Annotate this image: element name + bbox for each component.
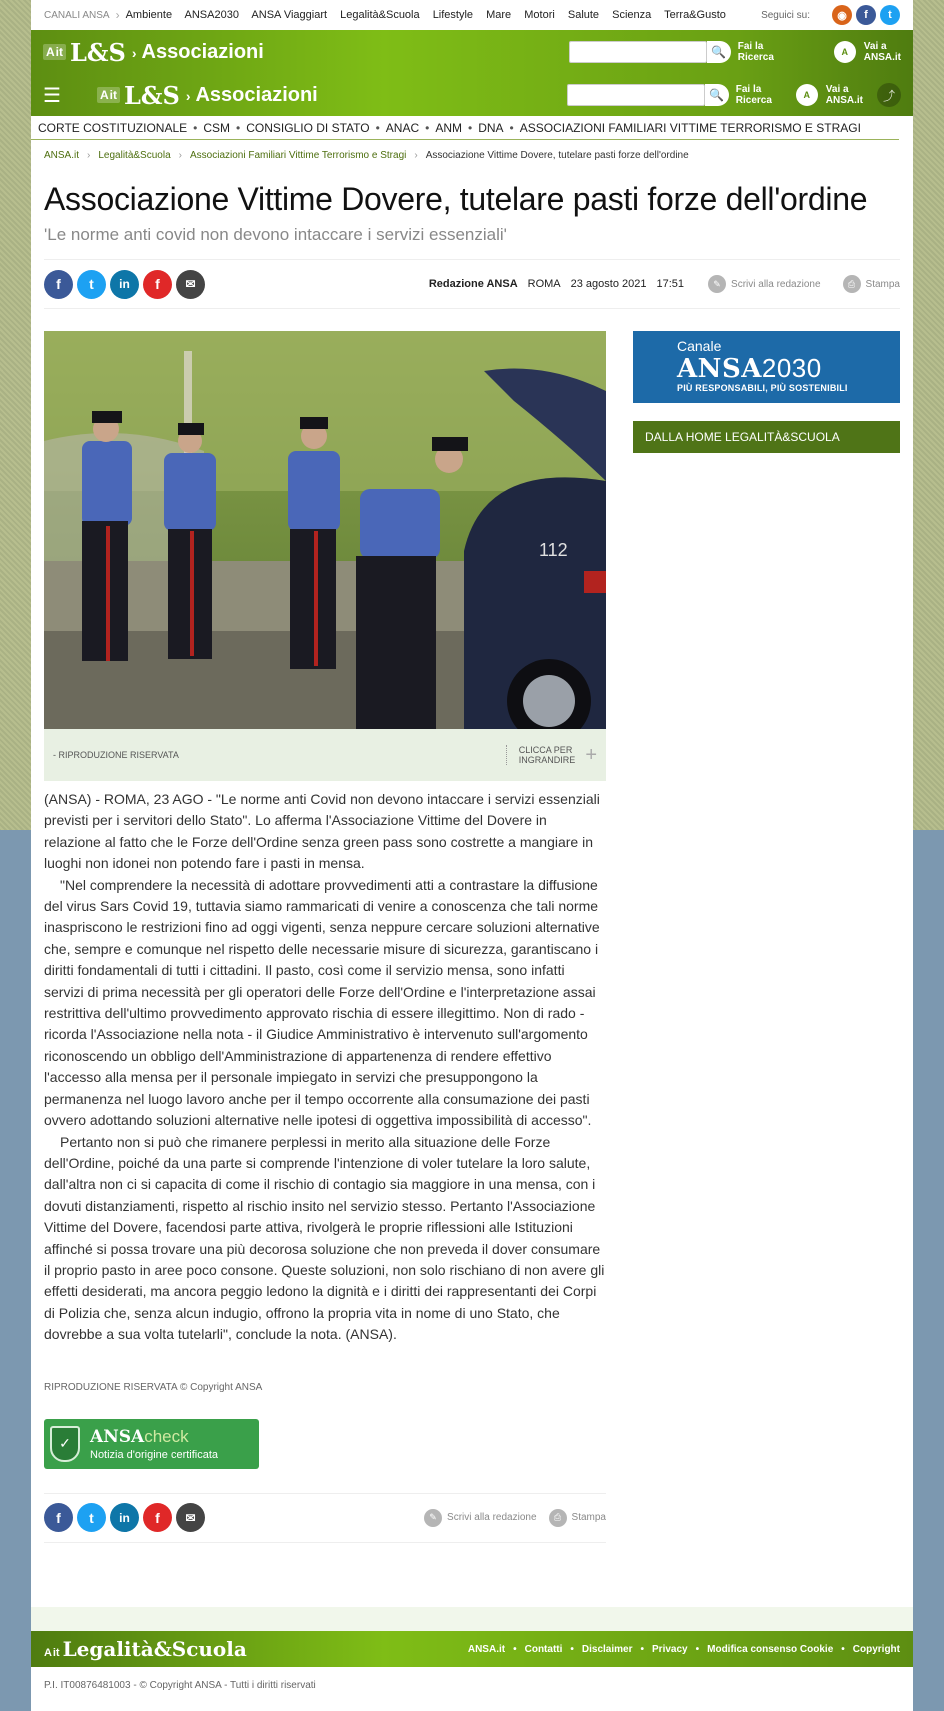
footer-separator: •: [695, 1643, 700, 1655]
tag-separator: •: [509, 120, 514, 135]
logo-text: L&S: [123, 80, 180, 110]
section-title[interactable]: [132, 41, 264, 64]
breadcrumb-arrow: ›: [414, 150, 418, 161]
tag-dna[interactable]: DNA: [478, 120, 504, 135]
section-label: Associazioni: [195, 83, 318, 106]
banner-ansa: ANSA: [677, 354, 762, 384]
twitter-icon[interactable]: t: [880, 5, 900, 25]
ansa-logo-badge: A it: [97, 87, 120, 103]
share-bar: [44, 259, 900, 309]
check-title: [90, 1427, 218, 1447]
paragraph: Pertanto non si può che rimanere perplessi in merito alla situazione delle Forze dell'Ordine, poiché da una parte si comprende l'intenzione di voler tutelare la loro salute, dall'altra non ci si capacita di come il rischio di contagio sia maggiore in una mensa, con i dovuti distanziamenti, rispetto al rischio insito nel servizio stesso. Pertanto l'Associazione Vittime del Dovere, facendosi parte attiva, rivolgerà le proprie riflessioni alle Istituzioni affinché si possa trovare una più decorosa soluzione che non preveda il dover consumare il proprio pasto in aree poco consone. Queste soluzioni, non solo rischiano di non avere gli effetti desiderati, ma ancora peggio ledono la dignità e i diritti dei rappresentanti dei Corpi di Polizia che, senza alcun indugio, offrono la propria vita in nome di uno Stato, che dovrebbe a sua volta tutelarli", conclude la nota. (ANSA).: [44, 1133, 605, 1343]
banner-year: 2030: [761, 353, 822, 383]
search-label[interactable]: [738, 41, 782, 63]
channels-nav: [126, 9, 736, 21]
go-to-ansa[interactable]: [834, 41, 901, 63]
write-to-editor[interactable]: [708, 275, 821, 293]
tag-separator: •: [236, 120, 241, 135]
article-meta: [429, 275, 900, 293]
ansa-check-badge[interactable]: [44, 1419, 259, 1469]
chevron-right-icon: ›: [185, 87, 191, 104]
footer-link-privacy[interactable]: Privacy: [652, 1643, 688, 1655]
breadcrumb-ansa[interactable]: ANSA.it: [44, 150, 80, 161]
search-icon[interactable]: 🔍: [707, 41, 731, 63]
footer-link-cookie[interactable]: Modifica consenso Cookie: [707, 1643, 834, 1655]
search-label-1: Fai la: [737, 41, 764, 52]
print-button[interactable]: [549, 1509, 606, 1527]
share-icon[interactable]: ⤴: [877, 83, 901, 107]
article-tools: [412, 1509, 606, 1527]
vai-label-1: Vai a: [863, 41, 887, 52]
paragraph: "Nel comprendere la necessità di adottare provvedimenti atti a contrastare la diffusione del virus Sars Covid 19, tuttavia siamo rammaricati di venire a conoscenza che tali norme inaspriscono le restrizioni fino ad oggi vigenti, senza neppure cercare soluzioni alternative che, sempre e comunque nel rispetto delle necessarie misure di sicurezza, garantiscano i diritti fondamentali di tutti i cittadini. Il pasto, così come il servizio mensa, sono infatti servizi di prima necessità per gli operatori delle Forze dell'Ordine e l'interpretazione assai restrittiva dell'ultimo provvedimento approvato rischia di essere illegittimo. Non di rado - ricorda l'Associazione nella nota - il Giudice Amministrativo è intervenuto sull'argomento riconoscendo un obbligo dell'Amministrazione di appartenenza di rendere effettivo l'accesso alla mensa per il personale impiegato in servizi che presuppongono la permanenza nel luogo lavoro anche per il tempo occorrente alla consumazione dei pasti ovvero adottando soluzioni alternative nelle ipotesi di oggettiva impossibilità di accesso".: [44, 876, 600, 1129]
search-input-sticky[interactable]: [567, 84, 705, 106]
nav-scienza[interactable]: Scienza: [612, 9, 652, 21]
nav-motori[interactable]: Motori: [524, 9, 555, 21]
search-label-2: Ricerca: [737, 52, 774, 63]
vat-notice: P.I. IT00876481003 - © Copyright ANSA - Tutti i diritti riservati: [44, 1680, 316, 1691]
nav-mare[interactable]: Mare: [486, 9, 512, 21]
canali-label: CANALI ANSA: [44, 9, 110, 21]
footer-separator: •: [841, 1643, 845, 1655]
ansa-logo-badge: A it: [44, 1647, 60, 1659]
write-to-editor[interactable]: [424, 1509, 537, 1527]
facebook-icon[interactable]: f: [44, 270, 73, 299]
breadcrumb-arrow: ›: [178, 150, 182, 161]
tag-corte[interactable]: CORTE COSTITUZIONALE: [38, 120, 188, 135]
email-icon[interactable]: ✉: [176, 1503, 205, 1532]
facebook-icon[interactable]: f: [856, 5, 876, 25]
logo-text: L&S: [70, 37, 126, 67]
search-input[interactable]: [569, 41, 707, 63]
ansa-logo-badge: A it: [43, 44, 66, 60]
search-label[interactable]: [736, 84, 780, 106]
article-column: [44, 331, 606, 1543]
carabinieri-photo: [44, 331, 606, 729]
breadcrumb-current: Associazione Vittime Dovere, tutelare pasti forze dell'ordine: [425, 150, 689, 161]
main-content: [44, 331, 900, 1543]
nav-viaggiart[interactable]: ANSA Viaggiart: [251, 9, 328, 21]
vai-label: [826, 84, 863, 106]
vai-label: [864, 41, 901, 63]
linkedin-icon[interactable]: in: [110, 1503, 139, 1532]
search-box-sticky: [567, 84, 780, 106]
tag-separator: •: [468, 120, 473, 135]
tag-separator: •: [425, 120, 430, 135]
plus-icon: +: [585, 744, 597, 766]
caption-text: - RIPRODUZIONE RISERVATA: [53, 750, 179, 760]
share-bar-bottom: [44, 1493, 606, 1543]
check-text: [90, 1427, 218, 1461]
linkedin-icon[interactable]: in: [110, 270, 139, 299]
breadcrumb: [44, 150, 900, 161]
footer-links: [468, 1644, 900, 1655]
enlarge-button[interactable]: [506, 745, 597, 765]
ls-logo-sticky[interactable]: [97, 81, 180, 110]
sidebar: [633, 331, 900, 1543]
article-subtitle: 'Le norme anti covid non devono intaccare i servizi essenziali': [44, 225, 507, 244]
tag-anac[interactable]: ANAC: [385, 120, 420, 135]
twitter-icon[interactable]: t: [77, 270, 106, 299]
shield-check-icon: ✓: [50, 1426, 80, 1462]
banner-canale: Canale: [677, 338, 722, 354]
copyright-notice: RIPRODUZIONE RISERVATA © Copyright ANSA: [44, 1381, 263, 1393]
vai-label-2: ANSA.it: [863, 52, 901, 63]
ansa-icon: A: [796, 84, 818, 106]
footer-logo-text: Legalità&Scuola: [62, 1637, 247, 1661]
check-subtitle: Notizia d'origine certificata: [90, 1448, 219, 1461]
ansa-icon: A: [834, 41, 856, 63]
banner-claim: PIÙ RESPONSABILI, PIÙ SOSTENIBILI: [677, 383, 848, 393]
article-photo[interactable]: [44, 331, 606, 729]
breadcrumb-legalita[interactable]: Legalità&Scuola: [98, 150, 171, 161]
banner-ansa2030: [677, 354, 856, 383]
enlarge-label-2: INGRANDIRE: [518, 755, 576, 765]
tag-associazioni[interactable]: ASSOCIAZIONI FAMILIARI VITTIME TERRORISMO E STRAGI: [519, 120, 861, 135]
print-button[interactable]: [843, 275, 900, 293]
footer-separator: •: [640, 1643, 645, 1655]
print-icon: ⎙: [549, 1509, 567, 1527]
print-label: Stampa: [571, 1512, 606, 1524]
enlarge-label: [519, 745, 576, 765]
check-brand: ANSA: [90, 1426, 145, 1447]
flipboard-icon[interactable]: f: [143, 1503, 172, 1532]
nav-terra-gusto[interactable]: Terra&Gusto: [664, 9, 726, 21]
share-icons: [44, 1503, 205, 1532]
pre-footer: [31, 1607, 913, 1631]
ls-logo[interactable]: [43, 38, 126, 67]
footer-link-ansa[interactable]: ANSA.it: [467, 1643, 506, 1655]
footer-logo[interactable]: [44, 1637, 247, 1661]
write-label: Scrivi alla redazione: [447, 1512, 537, 1524]
tag-separator: •: [193, 120, 198, 135]
topic-tags: [31, 116, 899, 140]
pencil-icon: ✎: [424, 1509, 442, 1527]
go-to-ansa-sticky[interactable]: [796, 84, 863, 106]
chevron-right-icon: ›: [115, 8, 120, 22]
section-title-sticky[interactable]: [186, 84, 318, 107]
ansa2030-banner[interactable]: [633, 331, 900, 403]
page: [31, 0, 913, 1711]
nav-legalita[interactable]: Legalità&Scuola: [340, 9, 420, 21]
search-label-1: Fai la: [735, 84, 762, 95]
nav-salute[interactable]: Salute: [567, 9, 600, 21]
vai-label-1: Vai a: [825, 84, 849, 95]
time: 17:51: [656, 278, 685, 290]
write-label: Scrivi alla redazione: [731, 278, 821, 290]
flipboard-icon[interactable]: f: [143, 270, 172, 299]
date: 23 agosto 2021: [570, 278, 647, 290]
print-icon: ⎙: [843, 275, 861, 293]
follow-label: Seguici su:: [761, 9, 810, 21]
twitter-icon[interactable]: t: [77, 1503, 106, 1532]
section-label: Associazioni: [141, 40, 264, 63]
breadcrumb-arrow: ›: [87, 150, 91, 161]
tag-csm[interactable]: CSM: [203, 120, 231, 135]
print-label: Stampa: [865, 278, 900, 290]
search-label-2: Ricerca: [735, 95, 772, 106]
top-bar: [31, 0, 913, 30]
footer: [31, 1631, 913, 1667]
nav-ambiente[interactable]: Ambiente: [125, 9, 173, 21]
breadcrumb-associazioni[interactable]: Associazioni Familiari Vittime Terrorismo e Stragi: [189, 150, 407, 161]
photo-caption: [44, 729, 606, 781]
facebook-icon[interactable]: f: [44, 1503, 73, 1532]
share-icons: [44, 270, 205, 299]
footer-separator: •: [570, 1643, 574, 1655]
email-icon[interactable]: ✉: [176, 270, 205, 299]
site-header: [31, 30, 913, 74]
check-word: check: [144, 1426, 189, 1446]
menu-icon[interactable]: ☰: [43, 84, 61, 107]
follow-us: [761, 5, 900, 25]
enlarge-label-1: CLICCA PER: [518, 745, 573, 755]
vai-label-2: ANSA.it: [825, 95, 863, 106]
nav-ansa2030[interactable]: ANSA2030: [184, 9, 239, 21]
author: Redazione ANSA: [428, 278, 518, 290]
car-number: 112: [539, 540, 568, 560]
search-icon[interactable]: 🔍: [705, 84, 729, 106]
city: ROMA: [527, 278, 561, 290]
sticky-header: [31, 74, 913, 116]
chevron-right-icon: ›: [131, 44, 137, 61]
footer-link-copyright[interactable]: Copyright: [852, 1643, 900, 1655]
search-box: [569, 41, 782, 63]
paragraph: (ANSA) - ROMA, 23 AGO - "Le norme anti Covid non devono intaccare i servizi essenziali previsti per i servitori dello Stato". Lo afferma l'Associazione Vittime del Dovere in relazione al fatto che le Forze dell'Ordine senza green pass sono costrette a mangiare in luoghi non idonei non potendo fare i pasti in mensa.: [44, 791, 600, 872]
nav-lifestyle[interactable]: Lifestyle: [432, 9, 474, 21]
article-title: Associazione Vittime Dovere, tutelare pasti forze dell'ordine: [44, 181, 868, 217]
footer-link-contatti[interactable]: Contatti: [524, 1643, 563, 1655]
rss-icon[interactable]: ◉: [832, 5, 852, 25]
pencil-icon: ✎: [708, 275, 726, 293]
tag-anm[interactable]: ANM: [435, 120, 462, 135]
footer-link-disclaimer[interactable]: Disclaimer: [581, 1643, 633, 1655]
tag-separator: •: [375, 120, 380, 135]
tag-consiglio[interactable]: CONSIGLIO DI STATO: [246, 120, 370, 135]
article-body: [44, 789, 606, 1346]
footer-separator: •: [513, 1643, 517, 1655]
home-link[interactable]: DALLA HOME LEGALITÀ&SCUOLA: [633, 421, 900, 453]
